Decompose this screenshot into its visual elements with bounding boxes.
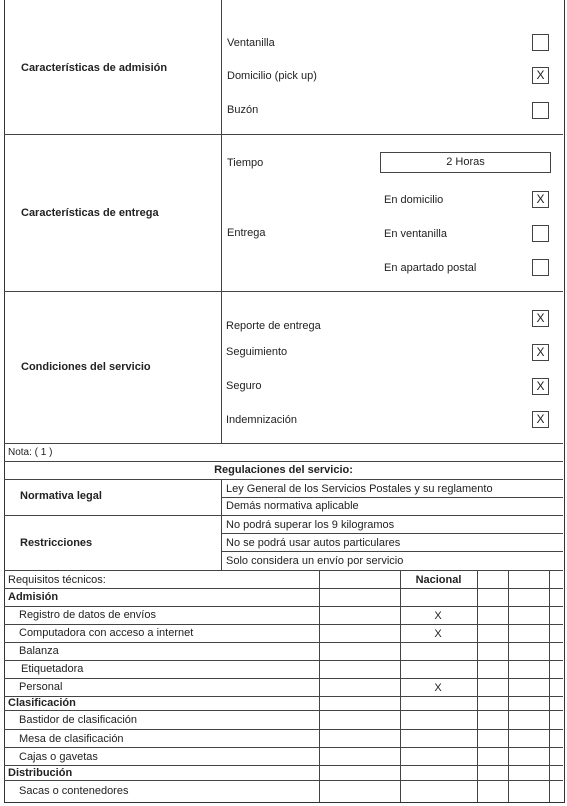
divider (4, 443, 563, 444)
requirement-label: Personal (19, 681, 63, 693)
divider (508, 570, 509, 802)
admission-checkbox[interactable] (532, 102, 549, 119)
requirement-label: Computadora con acceso a internet (19, 627, 194, 639)
divider (4, 134, 563, 135)
admission-option-label: Ventanilla (227, 37, 275, 49)
requirement-label: Etiquetadora (21, 663, 84, 675)
legal-label: Normativa legal (20, 490, 102, 502)
conditions-option-label: Seguro (226, 380, 262, 392)
admission-title: Características de admisión (21, 62, 168, 74)
requirements-section-title: Clasificación (8, 697, 76, 709)
requirement-label: Cajas o gavetas (19, 751, 98, 763)
divider (4, 678, 563, 679)
divider (221, 497, 563, 498)
national-header: Nacional (415, 574, 462, 586)
requirement-mark: X (434, 628, 442, 640)
divider (4, 461, 563, 462)
delivery-option-label: En apartado postal (384, 262, 477, 274)
divider (4, 291, 563, 292)
divider (4, 780, 563, 781)
divider (4, 642, 563, 643)
divider (477, 570, 478, 802)
divider (319, 570, 320, 802)
delivery-time-field[interactable]: 2 Horas (380, 152, 551, 173)
divider (4, 765, 563, 766)
delivery-checkbox[interactable]: X (532, 191, 549, 208)
conditions-checkbox[interactable]: X (532, 411, 549, 428)
requirement-label: Sacas o contenedores (19, 785, 129, 797)
restriction-item: No se podrá usar autos particulares (226, 537, 401, 549)
legal-item: Demás normativa aplicable (226, 500, 359, 512)
divider (221, 533, 563, 534)
delivery-checkbox[interactable] (532, 225, 549, 242)
divider (549, 570, 550, 802)
divider (4, 729, 563, 730)
requirement-label: Mesa de clasificación (19, 733, 124, 745)
delivery-title: Características de entrega (21, 207, 159, 219)
divider (4, 606, 563, 607)
requirements-section-title: Admisión (8, 591, 59, 603)
delivery-checkbox[interactable] (532, 259, 549, 276)
divider (4, 515, 563, 516)
conditions-checkbox[interactable]: X (532, 310, 549, 327)
note: Nota: ( 1 ) (8, 447, 53, 458)
legal-item: Ley General de los Servicios Postales y su reglamento (226, 483, 493, 495)
divider (4, 479, 563, 480)
delivery-option-label: En domicilio (384, 194, 444, 206)
divider (4, 588, 563, 589)
divider (400, 570, 401, 802)
conditions-checkbox[interactable]: X (532, 378, 549, 395)
divider (4, 710, 563, 711)
divider (221, 551, 563, 552)
admission-option-label: Domicilio (pick up) (227, 70, 317, 82)
form-frame (4, 0, 565, 803)
conditions-option-label: Indemnización (226, 414, 297, 426)
divider (4, 747, 563, 748)
conditions-checkbox[interactable]: X (532, 344, 549, 361)
restriction-item: Solo considera un envío por servicio (226, 555, 404, 567)
delivery-time-label: Tiempo (227, 157, 264, 169)
divider (221, 0, 222, 443)
restriction-item: No podrá superar los 9 kilogramos (226, 519, 395, 531)
divider (4, 624, 563, 625)
conditions-option-label: Seguimiento (226, 346, 288, 358)
requirements-title: Requisitos técnicos: (8, 574, 106, 586)
conditions-title: Condiciones del servicio (21, 361, 151, 373)
admission-checkbox[interactable] (532, 34, 549, 51)
divider (4, 696, 563, 697)
admission-option-label: Buzón (227, 104, 259, 116)
conditions-option-label: Reporte de entrega (226, 320, 321, 332)
requirements-section-title: Distribución (8, 767, 73, 779)
requirement-label: Balanza (19, 645, 59, 657)
requirement-mark: X (434, 610, 442, 622)
delivery-option-label: En ventanilla (384, 228, 447, 240)
divider (221, 479, 222, 570)
restrictions-label: Restricciones (20, 537, 93, 549)
requirement-mark: X (434, 682, 442, 694)
requirement-label: Bastidor de clasificación (19, 714, 138, 726)
delivery-mode-label: Entrega (227, 227, 266, 239)
divider (4, 570, 563, 571)
requirement-label: Registro de datos de envíos (19, 609, 156, 621)
divider (4, 660, 563, 661)
regulations-title: Regulaciones del servicio: (214, 464, 353, 476)
admission-checkbox[interactable]: X (532, 67, 549, 84)
